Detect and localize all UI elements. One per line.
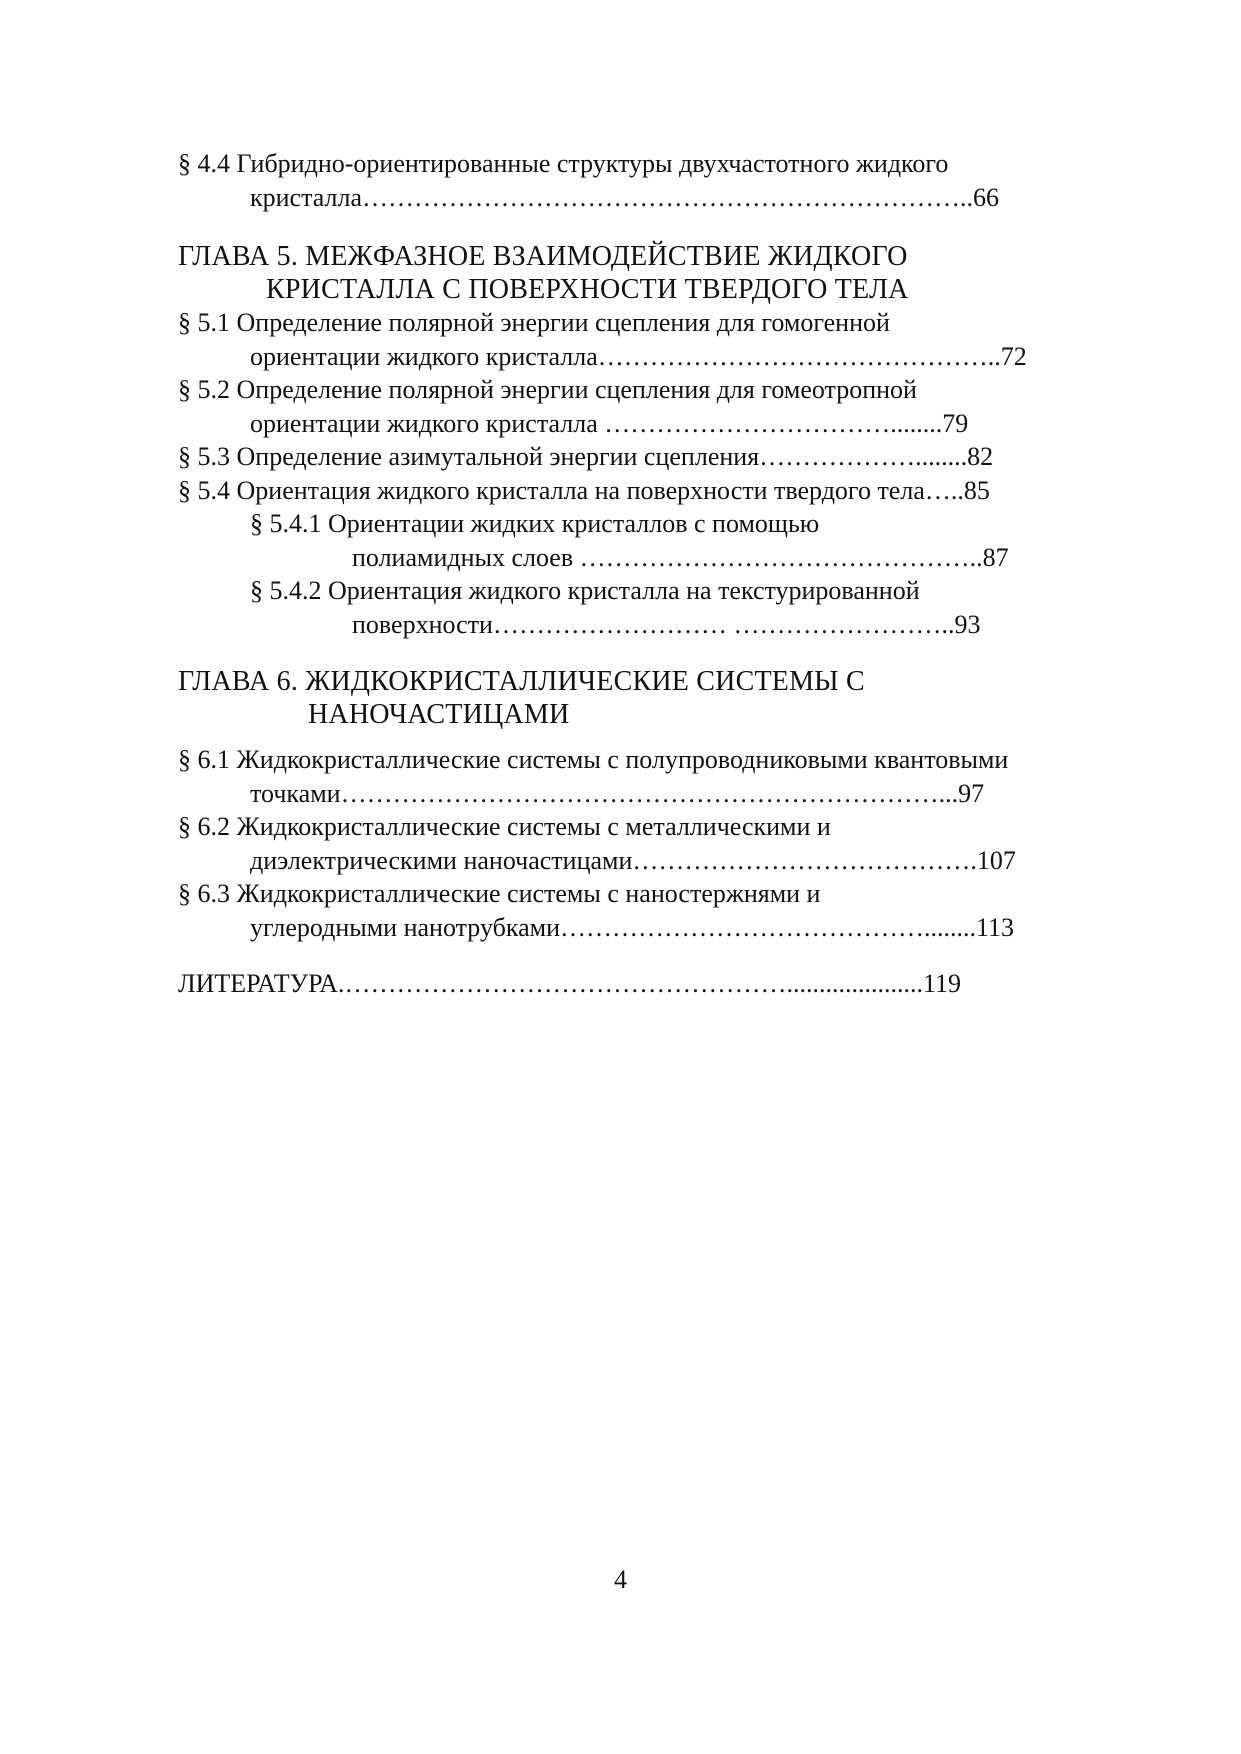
toc-line: § 5.4.2 Ориентация жидкого кристалла на текстурированной [250,576,920,605]
chapter-heading: ГЛАВА 5. МЕЖФАЗНОЕ ВЗАИМОДЕЙСТВИЕ ЖИДКОГО [178,241,908,272]
toc-line: ориентации жидкого кристалла ……………………………........79 [250,409,969,438]
toc-line: § 5.3 Определение азимутальной энергии сцепления………………........82 [178,442,994,471]
toc-line: поверхности……………………… ……………………..93 [352,610,981,639]
toc-line: диэлектрическими наночастицами………………………………….107 [250,846,1016,875]
toc-line: § 5.4 Ориентация жидкого кристалла на поверхности твердого тела…..85 [178,476,990,505]
toc-line: точками……………………………………………………………...97 [250,779,985,808]
chapter-heading: КРИСТАЛЛА С ПОВЕРХНОСТИ ТВЕРДОГО ТЕЛА [266,274,909,305]
toc-line: § 5.4.1 Ориентации жидких кристаллов с помощью [250,509,820,538]
toc-line: § 6.3 Жидкокристаллические системы с наностержнями и [178,879,821,908]
toc-line: полиамидных слоев ………………………………………..87 [352,543,1009,572]
toc-line: § 6.1 Жидкокристаллические системы с полупроводниковыми квантовыми [178,745,1009,774]
toc-line: § 4.4 Гибридно-ориентированные структуры двухчастотного жидкого [178,149,949,178]
toc-line: § 5.2 Определение полярной энергии сцепления для гомеотропной [178,375,917,404]
toc-line: § 6.2 Жидкокристаллические системы с металлическими и [178,812,831,841]
chapter-heading: НАНОЧАСТИЦАМИ [308,699,570,730]
page-number: 4 [614,1565,627,1594]
toc-line: ориентации жидкого кристалла………………………………………..72 [250,342,1027,371]
chapter-heading: ГЛАВА 6. ЖИДКОКРИСТАЛЛИЧЕСКИЕ СИСТЕМЫ С [178,666,865,697]
toc-line: ЛИТЕРАТУРА.…………………………………………….....................119 [178,969,962,998]
toc-line: углеродными нанотрубками……………………………………........113 [250,913,1015,942]
toc-line: § 5.1 Определение полярной энергии сцепления для гомогенной [178,308,890,337]
toc-line: кристалла……………………………………………………………..66 [250,183,1000,212]
